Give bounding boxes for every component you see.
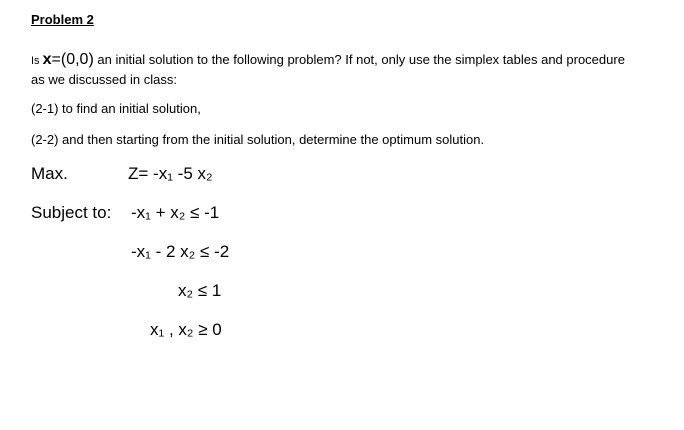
intro-line-2: as we discussed in class: — [31, 72, 177, 87]
intro-prefix: Is — [31, 55, 43, 67]
subject-to-label: Subject to: — [31, 203, 112, 222]
part-2-2: (2-2) and then starting from the initial solution, determine the optimum solution. — [31, 132, 485, 147]
constraint-2: -x₁ - 2 x₂ ≤ -2 — [131, 242, 230, 261]
constraint-3: x₂ ≤ 1 — [178, 281, 222, 300]
max-label: Max. — [31, 164, 68, 183]
problem-heading: Problem 2 — [31, 12, 94, 27]
intro-point: =(0,0) — [51, 51, 94, 68]
intro-line-1 — [31, 51, 625, 69]
intro-bold-x: x — [42, 51, 52, 68]
intro-rest: an initial solution to the following problem? If not, only use the simplex tables and procedure — [93, 52, 625, 67]
constraint-1: -x₁ + x₂ ≤ -1 — [131, 203, 220, 222]
objective-function: Z= -x₁ -5 x₂ — [128, 164, 213, 183]
nonnegativity-constraint: x₁ , x₂ ≥ 0 — [150, 320, 222, 339]
part-2-1: (2-1) to find an initial solution, — [31, 101, 201, 116]
